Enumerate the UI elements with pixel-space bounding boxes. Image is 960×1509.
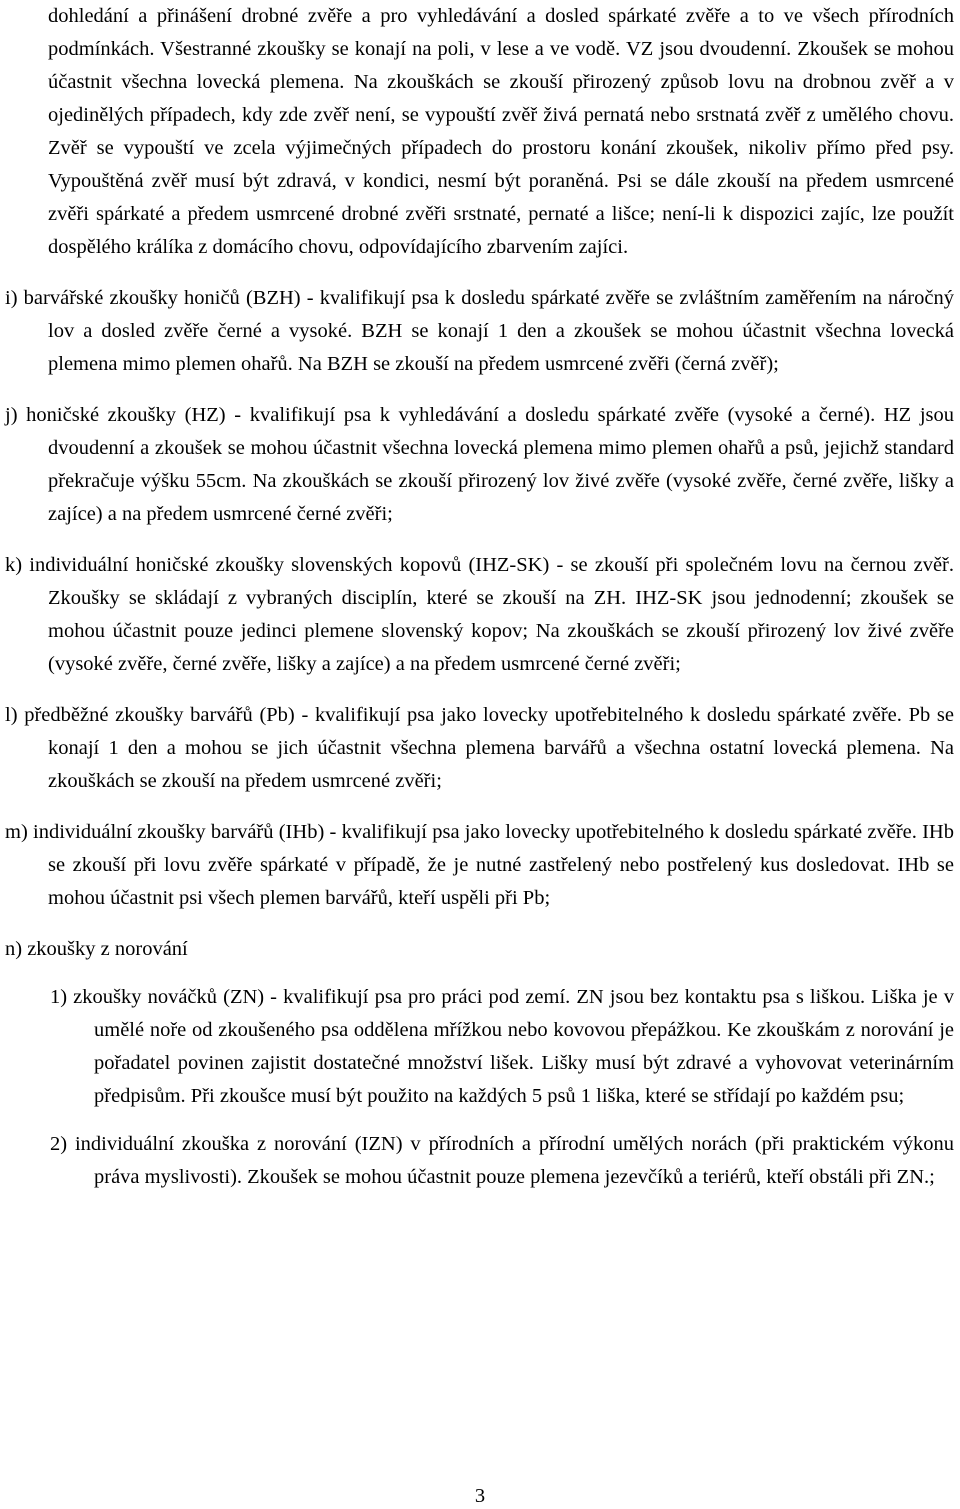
sub-item-1: 1) zkoušky nováčků (ZN) - kvalifikují psa pro práci pod zemí. ZN jsou bez kontaktu psa s liškou. Liška je v umělé noře od zkoušeného psa oddělena mřížkou nebo kovovou přepážkou. Ke zkouškám z norování je pořadatel povinen zajistit dostatečné množství lišek. Lišky musí být zdravé a vyhovovat veterinárním předpisům. Při zkoušce musí být použito na každých 5 psů 1 liška, které se střídají po každém psu; <box>50 986 954 1107</box>
list-item-i: i) barvářské zkoušky honičů (BZH) - kvalifikují psa k dosledu spárkaté zvěře se zvláštním zaměřením na náročný lov a dosled zvěře černé a vysoké. BZH se konají 1 den a zkoušek se mohou účastnit všechna lovecká plemena mimo plemen ohařů. Na BZH se zkouší na předem usmrcené zvěři (černá zvěř); <box>5 287 954 375</box>
page-number: 3 <box>474 1485 486 1507</box>
intro-paragraph: dohledání a přinášení drobné zvěře a pro vyhledávání a dosled spárkaté zvěře a to ve všech přírodních podmínkách. Všestranné zkoušky se konají na poli, v lese a ve vodě. VZ jsou dvoudenní. Zkoušek se mohou účastnit všechna lovecká plemena. Na zkouškách se zkouší přirozený způsob lovu na drobnou zvěř a v ojedinělých případech, kdy zde zvěř není, se vypouští zvěř živá pernatá nebo srstnatá zvěř z umělého chovu. Zvěř se vypouští ve zcela výjimečných případech do prostoru konání zkoušek, nikoliv přímo před psy. Vypouštěná zvěř musí být zdravá, v kondici, nesmí být poraněná. Psi se dále zkouší na předem usmrcené zvěři spárkaté a předem usmrcené drobné zvěři srstnaté, pernaté a lišce; není-li k dispozici zajíc, lze použít dospělého králíka z domácího chovu, odpovídajícího zbarvením zajíci. <box>48 5 954 258</box>
list-item-j: j) honičské zkoušky (HZ) - kvalifikují psa k vyhledávání a dosledu spárkaté zvěře (vysoké a černé). HZ jsou dvoudenní a zkoušek se mohou účastnit všechna lovecká plemena mimo plemen ohařů a psů, jejichž standard překračuje výšku 55cm. Na zkouškách se zkouší přirozený lov živé zvěře (vysoké zvěře, černé zvěře, lišky a zajíce) a na předem usmrcené černé zvěři; <box>5 404 954 525</box>
list-item-n: n) zkoušky z norování <box>5 938 188 960</box>
list-item-l: l) předběžné zkoušky barvářů (Pb) - kvalifikují psa jako lovecky upotřebitelného k dosledu spárkaté zvěře. Pb se konají 1 den a mohou se jich účastnit všechna plemena barvářů a všechna ostatní lovecká plemena. Na zkouškách se zkouší na předem usmrcené zvěři; <box>5 704 954 792</box>
list-item-m: m) individuální zkoušky barvářů (IHb) - kvalifikují psa jako lovecky upotřebitelného k dosledu spárkaté zvěře. IHb se zkouší při lovu zvěře spárkaté v případě, že je nutné zastřelený nebo postřelený kus dosledovat. IHb se mohou účastnit psi všech plemen barvářů, kteří uspěli při Pb; <box>5 821 954 909</box>
sub-item-2: 2) individuální zkouška z norování (IZN) v přírodních a přírodní umělých norách (při praktickém výkonu práva myslivosti). Zkoušek se mohou účastnit pouze plemena jezevčíků a teriérů, kteří obstáli při ZN.; <box>50 1133 954 1188</box>
list-item-k: k) individuální honičské zkoušky slovenských kopovů (IHZ-SK) - se zkouší při společném lovu na černou zvěř. Zkoušky se skládají z vybraných disciplín, které se zkouší na ZH. IHZ-SK jsou jednodenní; zkoušek se mohou účastnit pouze jedinci plemene slovenský kopov; Na zkouškách se zkouší přirozený lov živé zvěře (vysoké zvěře, černé zvěře, lišky a zajíce) a na předem usmrcené černé zvěři; <box>5 554 954 675</box>
